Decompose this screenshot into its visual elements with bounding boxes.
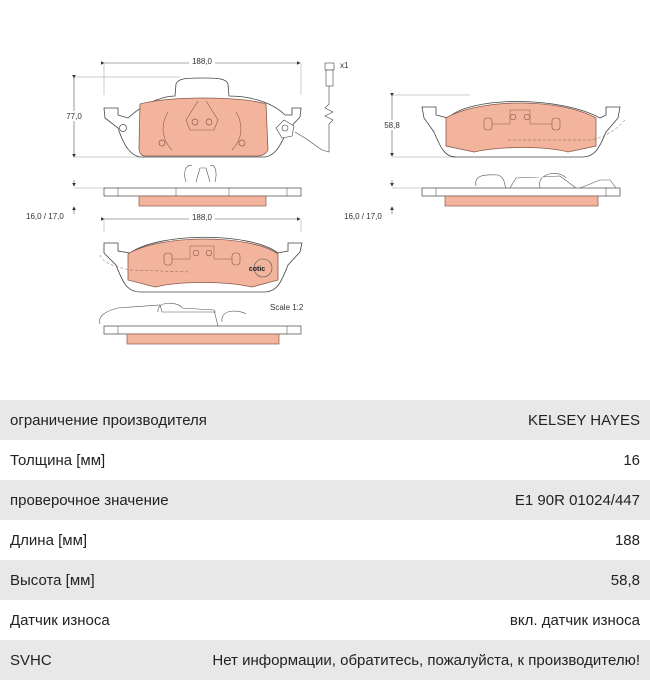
spec-label: Высота [мм] bbox=[10, 571, 95, 589]
pad-2-side-view bbox=[344, 173, 620, 221]
spec-label: Длина [мм] bbox=[10, 531, 88, 549]
spec-label: ограничение производителя bbox=[10, 411, 207, 429]
spec-label: проверочное значение bbox=[10, 491, 169, 509]
height-dimension-label-2: 58,8 bbox=[384, 121, 400, 130]
pad-1-side-view bbox=[26, 165, 301, 221]
spec-label: Датчик износа bbox=[10, 611, 110, 629]
spec-value: E1 90R 01024/447 bbox=[514, 491, 640, 509]
spec-value: 16 bbox=[623, 451, 640, 469]
spec-value: вкл. датчик износа bbox=[509, 611, 640, 629]
pad-1-top-view bbox=[63, 57, 349, 157]
spec-value: 58,8 bbox=[610, 571, 640, 589]
specifications-table bbox=[0, 400, 650, 680]
sensor-quantity-label: x1 bbox=[340, 61, 349, 70]
spec-row-svhc bbox=[0, 640, 650, 680]
pad-3-side-view bbox=[100, 303, 304, 344]
svg-text:cotic: cotic bbox=[248, 266, 266, 273]
thickness-dimension-label-2: 16,0 / 17,0 bbox=[344, 212, 382, 221]
spec-row-wear-sensor bbox=[0, 600, 650, 640]
thickness-dimension-label: 16,0 / 17,0 bbox=[26, 212, 64, 221]
spec-row-height bbox=[0, 560, 650, 600]
wear-sensor-icon bbox=[276, 63, 334, 152]
width-dimension-label: 188,0 bbox=[191, 57, 213, 66]
pad-2-top-view bbox=[380, 95, 625, 157]
spec-row-manufacturer-restriction bbox=[0, 400, 650, 440]
spec-value: Нет информации, обратитесь, пожалуйста, к производителю! bbox=[212, 651, 640, 669]
scale-label: Scale 1:2 bbox=[270, 303, 304, 312]
pad-3-top-view bbox=[100, 213, 302, 292]
spec-label: Толщина [мм] bbox=[10, 451, 106, 469]
height-dimension-label: 77,0 bbox=[66, 112, 82, 121]
spec-value: KELSEY HAYES bbox=[527, 411, 640, 429]
spec-row-approval-number bbox=[0, 480, 650, 520]
spec-row-length bbox=[0, 520, 650, 560]
spec-value: 188 bbox=[614, 531, 640, 549]
spec-row-thickness bbox=[0, 440, 650, 480]
width-dimension-label-3: 188,0 bbox=[191, 213, 213, 222]
spec-label: SVHC bbox=[10, 651, 52, 669]
